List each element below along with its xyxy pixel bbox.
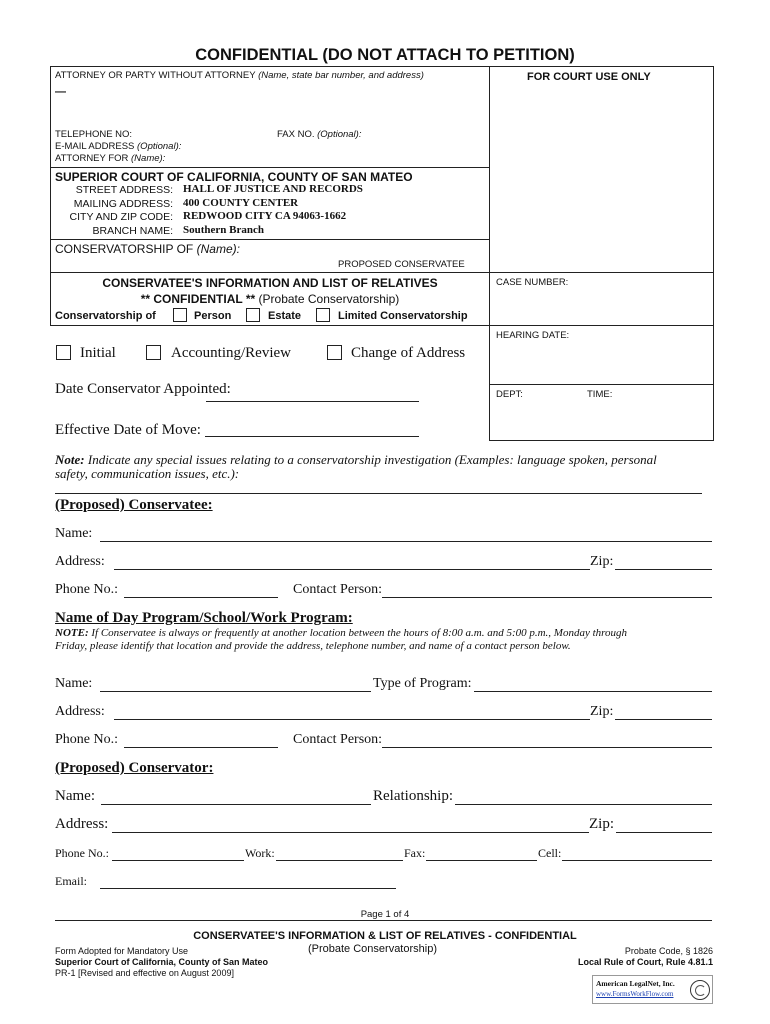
estate-label: Estate bbox=[268, 310, 302, 322]
info-title: CONSERVATEE'S INFORMATION AND LIST OF RELATIVES bbox=[102, 276, 438, 290]
conservatee-address-field[interactable] bbox=[114, 569, 712, 570]
change-address-label: Change of Address bbox=[351, 345, 466, 361]
case-number-label[interactable]: CASE NUMBER: bbox=[496, 277, 569, 288]
hearing-divider bbox=[489, 384, 714, 385]
fax-label[interactable]: FAX NO. (Optional): bbox=[277, 129, 362, 140]
conservatee-name-label: Name: bbox=[55, 526, 93, 541]
form-title: CONFIDENTIAL (DO NOT ATTACH TO PETITION) bbox=[195, 46, 575, 64]
confidential-line: ** CONFIDENTIAL ** (Probate Conservatorship) bbox=[140, 292, 400, 306]
conservator-address-label: Address: bbox=[55, 816, 109, 832]
limited-checkbox[interactable] bbox=[316, 308, 330, 322]
footer-adopted: Form Adopted for Mandatory Use bbox=[55, 946, 189, 956]
footer-title: CONSERVATEE'S INFORMATION & LIST OF RELATIVES - CONFIDENTIAL bbox=[193, 930, 577, 942]
conservatee-name-field[interactable] bbox=[100, 541, 712, 542]
footer-court: Superior Court of California, County of San Mateo bbox=[55, 957, 269, 967]
accounting-label: Accounting/Review bbox=[171, 345, 291, 361]
note-line-1: Note: Indicate any special issues relating to a conservatorship investigation (Examples: language spoken, personal bbox=[55, 452, 657, 467]
footer-revision: PR-1 [Revised and effective on August 2009] bbox=[55, 968, 234, 978]
proposed-conservatee-label: PROPOSED CONSERVATEE bbox=[338, 259, 465, 270]
date-appointed-field[interactable] bbox=[206, 401, 419, 402]
footer-subtitle: (Probate Conservatorship) bbox=[307, 943, 437, 955]
email-label[interactable]: E-MAIL ADDRESS (Optional): bbox=[55, 141, 182, 152]
limited-label: Limited Conservatorship bbox=[338, 310, 468, 322]
conservatee-heading: (Proposed) Conservatee: bbox=[55, 497, 213, 513]
footer-rule bbox=[55, 920, 712, 921]
conservator-work-label: Work: bbox=[245, 846, 275, 860]
program-phone-label: Phone No.: bbox=[55, 732, 118, 747]
conservator-phone-label: Phone No.: bbox=[55, 846, 109, 860]
publisher-url[interactable]: www.FormsWorkFlow.com bbox=[596, 990, 674, 998]
attorney-value[interactable]: — bbox=[55, 86, 66, 98]
mailing-value: 400 COUNTY CENTER bbox=[183, 197, 299, 209]
conservatorship-of-label: Conservatorship of bbox=[55, 310, 156, 322]
program-heading: Name of Day Program/School/Work Program: bbox=[55, 610, 353, 626]
program-phone-field[interactable] bbox=[124, 747, 278, 748]
court-use-label: FOR COURT USE ONLY bbox=[527, 71, 651, 83]
mailing-label: MAILING ADDRESS: bbox=[73, 198, 173, 210]
effective-date-label: Effective Date of Move: bbox=[55, 422, 201, 438]
city-value: REDWOOD CITY CA 94063-1662 bbox=[183, 210, 347, 222]
person-label: Person bbox=[194, 310, 232, 322]
conservator-heading: (Proposed) Conservator: bbox=[55, 760, 214, 776]
conservatee-phone-field[interactable] bbox=[124, 597, 278, 598]
branch-label: BRANCH NAME: bbox=[92, 225, 173, 237]
note-line-2: safety, communication issues, etc.): bbox=[55, 466, 240, 481]
note-field[interactable] bbox=[55, 493, 702, 494]
hearing-date-label[interactable]: HEARING DATE: bbox=[496, 330, 570, 341]
conservatee-contact-label: Contact Person: bbox=[293, 582, 383, 597]
person-checkbox[interactable] bbox=[173, 308, 187, 322]
program-contact-label: Contact Person: bbox=[293, 732, 383, 747]
conservator-zip-label: Zip: bbox=[589, 816, 614, 832]
estate-checkbox[interactable] bbox=[246, 308, 260, 322]
conservator-relationship-label: Relationship: bbox=[373, 788, 453, 804]
program-address-label: Address: bbox=[55, 704, 105, 719]
conservatorship-label[interactable]: CONSERVATORSHIP OF (Name): bbox=[55, 242, 240, 256]
branch-value: Southern Branch bbox=[183, 224, 264, 236]
footer-local-rule: Local Rule of Court, Rule 4.81.1 bbox=[577, 957, 713, 967]
effective-date-field[interactable] bbox=[205, 436, 419, 437]
program-type-label: Type of Program: bbox=[373, 676, 472, 691]
publisher-logo-icon bbox=[690, 980, 710, 1000]
telephone-label[interactable]: TELEPHONE NO: bbox=[55, 129, 133, 140]
publisher-name: American LegalNet, Inc. bbox=[596, 979, 675, 988]
street-value: HALL OF JUSTICE AND RECORDS bbox=[183, 183, 363, 195]
date-appointed-label: Date Conservator Appointed: bbox=[55, 381, 231, 397]
accounting-checkbox[interactable] bbox=[146, 345, 161, 360]
street-label: STREET ADDRESS: bbox=[75, 184, 173, 196]
conservatee-zip-label: Zip: bbox=[590, 554, 614, 569]
conservator-cell-label: Cell: bbox=[538, 846, 562, 860]
program-address-field[interactable] bbox=[114, 719, 712, 720]
attorney-for-label[interactable]: ATTORNEY FOR (Name): bbox=[55, 153, 166, 164]
program-zip-label: Zip: bbox=[590, 704, 614, 719]
initial-checkbox[interactable] bbox=[56, 345, 71, 360]
conservatee-phone-label: Phone No.: bbox=[55, 582, 118, 597]
time-label[interactable]: TIME: bbox=[587, 389, 613, 400]
program-note-line-1: NOTE: If Conservatee is always or frequently at another location between the hours of 8:00 a.m. and 5:00 p.m., Monday through bbox=[55, 627, 628, 639]
city-label: CITY AND ZIP CODE: bbox=[69, 211, 173, 223]
conservatee-address-label: Address: bbox=[55, 554, 105, 569]
conservatee-contact-field[interactable] bbox=[382, 597, 712, 598]
court-name: SUPERIOR COURT OF CALIFORNIA, COUNTY OF SAN MATEO bbox=[55, 170, 413, 184]
court-use-box bbox=[489, 66, 714, 273]
dept-label[interactable]: DEPT: bbox=[496, 389, 523, 400]
change-address-checkbox[interactable] bbox=[327, 345, 342, 360]
attorney-label: ATTORNEY OR PARTY WITHOUT ATTORNEY (Name, state bar number, and address) bbox=[55, 70, 424, 81]
hearing-box bbox=[489, 325, 714, 441]
footer-probate-code: Probate Code, § 1826 bbox=[624, 946, 713, 956]
conservator-email-label: Email: bbox=[55, 874, 87, 888]
conservator-name-label: Name: bbox=[55, 788, 95, 804]
program-name-label: Name: bbox=[55, 676, 93, 691]
page-number: Page 1 of 4 bbox=[360, 909, 410, 920]
conservator-address-field[interactable] bbox=[112, 832, 712, 833]
conservator-email-field[interactable] bbox=[100, 888, 396, 889]
program-note-line-2: Friday, please identify that location and provide the address, telephone number, and name of a contact person below. bbox=[55, 640, 571, 652]
initial-label: Initial bbox=[80, 345, 116, 361]
program-contact-field[interactable] bbox=[382, 747, 712, 748]
conservator-fax-label: Fax: bbox=[404, 846, 426, 860]
